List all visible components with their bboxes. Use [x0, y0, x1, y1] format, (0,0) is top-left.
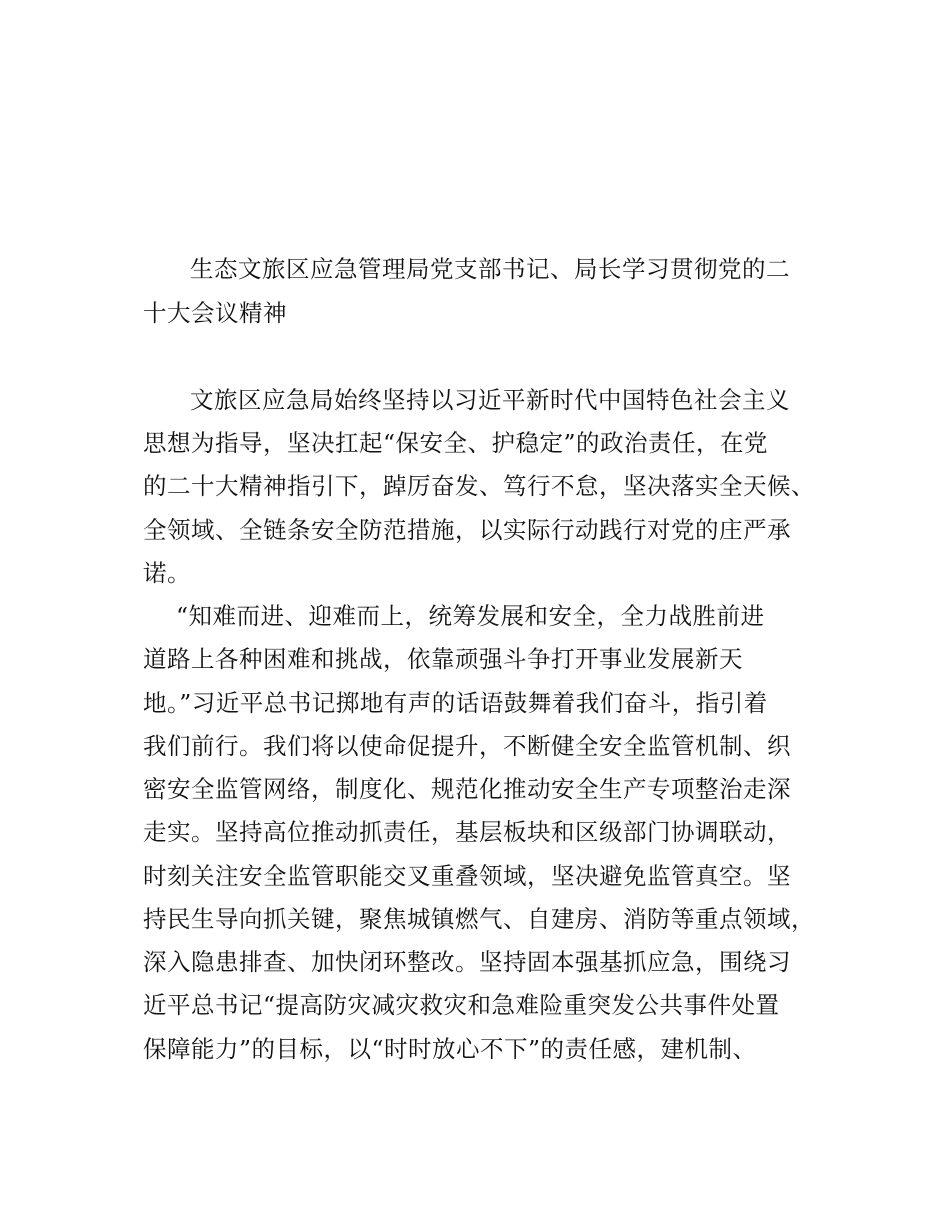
- paragraph-2-line-3: 地。”习近平总书记掷地有声的话语鼓舞着我们奋斗，指引着: [143, 689, 768, 717]
- paragraph-1-line-4: 全领域、全链条安全防范措施，以实际行动践行对党的庄严承: [143, 516, 791, 544]
- paragraph-1-line-5: 诺。: [143, 559, 191, 587]
- paragraph-2-line-5: 密安全监管网络，制度化、规范化推动安全生产专项整治走深: [143, 775, 791, 803]
- paragraph-1-line-1: 文旅区应急局始终坚持以习近平新时代中国特色社会主义: [190, 386, 790, 414]
- paragraph-2-line-7: 时刻关注安全监管职能交叉重叠领域，坚决避免监管真空。坚: [143, 862, 791, 890]
- paragraph-2-line-8: 持民生导向抓关键，聚焦城镇燃气、自建房、消防等重点领域，: [143, 905, 815, 933]
- title-line-2: 十大会议精神: [143, 299, 287, 327]
- paragraph-2-line-9: 深入隐患排查、加快闭环整改。坚持固本强基抓应急，围绕习: [143, 948, 791, 976]
- paragraph-2-line-6: 走实。坚持高位推动抓责任，基层板块和区级部门协调联动，: [143, 818, 791, 846]
- paragraph-2-line-11: 保障能力”的目标，以“时时放心不下”的责任感，建机制、: [143, 1035, 757, 1063]
- paragraph-1-line-2: 思想为指导，坚决扛起“保安全、护稳定”的政治责任，在党: [143, 429, 769, 457]
- paragraph-2-line-4: 我们前行。我们将以使命促提升，不断健全安全监管机制、织: [143, 732, 791, 760]
- title-line-1: 生态文旅区应急管理局党支部书记、局长学习贯彻党的二: [190, 255, 790, 283]
- paragraph-2-line-1: “知难而进、迎难而上，统筹发展和安全，全力战胜前进: [176, 602, 765, 630]
- paragraph-2-line-10: 近平总书记“提高防灾减灾救灾和急难险重突发公共事件处置: [143, 991, 780, 1019]
- paragraph-1-line-3: 的二十大精神指引下，踔厉奋发、笃行不怠，坚决落实全天候、: [143, 472, 815, 500]
- paragraph-2-line-2: 道路上各种困难和挑战，依靠顽强斗争打开事业发展新天: [143, 645, 743, 673]
